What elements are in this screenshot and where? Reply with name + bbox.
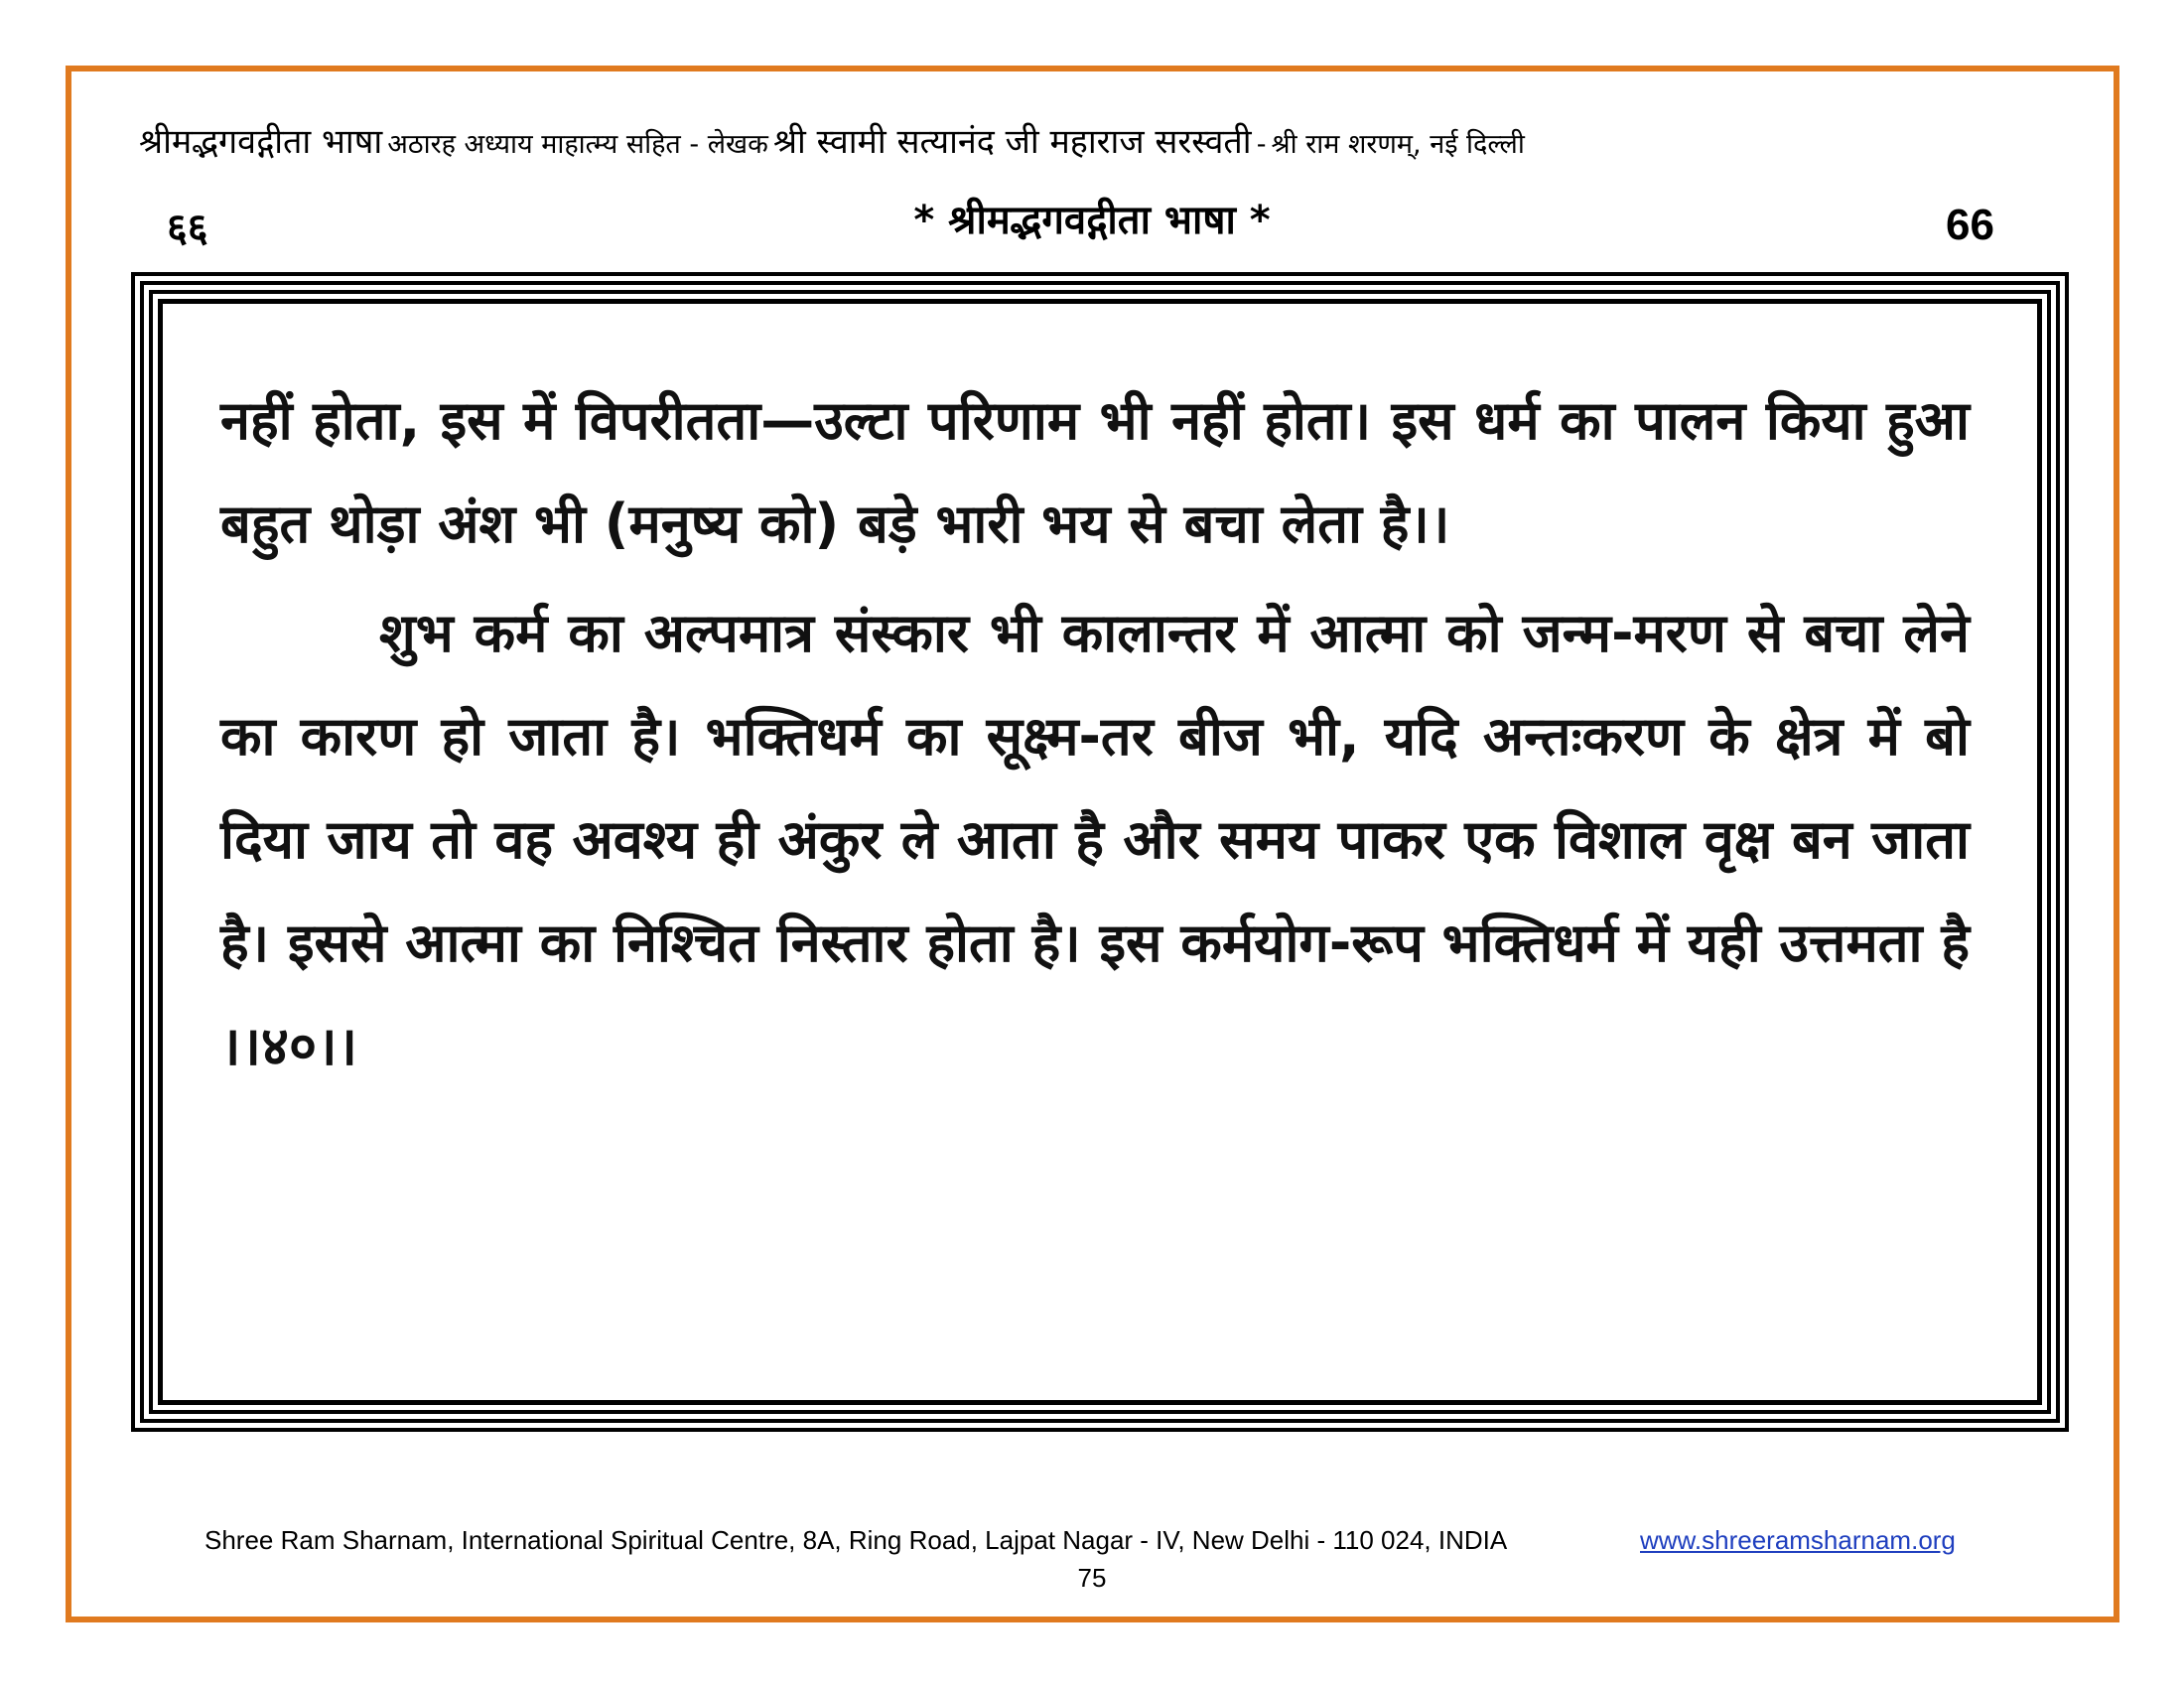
header-separator: - — [1256, 129, 1267, 160]
verse-text — [220, 369, 1970, 1098]
running-title: * श्रीमद्भगवद्गीता भाषा * — [913, 198, 1271, 243]
header-subtitle: अठारह अध्याय माहात्म्य सहित - लेखक — [387, 129, 768, 160]
paragraph-2: शुभ कर्म का अल्पमात्र संस्कार भी कालान्तर में आत्मा को जन्म-मरण से बचा लेने का कारण हो जाता है। भक्तिधर्म का सूक्ष्म-तर बीज भी, यदि अन्तःकरण के क्षेत्र में बो दिया जाय तो वह अवश्य ही अंकुर ले आता है और समय पाकर एक विशाल वृक्ष बन जाता है। इससे आत्मा का निश्चित निस्तार होता है। इस कर्मयोग-रूप भक्तिधर्म में यही उत्तमता है ।।४०।। — [220, 602, 1970, 1077]
book-title: श्रीमद्भगवद्गीता भाषा — [139, 122, 383, 162]
header-author: श्री स्वामी सत्यानंद जी महाराज सरस्वती — [772, 122, 1252, 162]
page-number-arabic: 66 — [1946, 201, 1994, 249]
footer-page-number: 75 — [1077, 1563, 1107, 1593]
header-line — [139, 117, 2065, 163]
header-publisher: श्री राम शरणम्, नई दिल्ली — [1271, 129, 1525, 160]
footer-address: Shree Ram Sharnam, International Spiritual Centre, 8A, Ring Road, Lajpat Nagar - IV, New Delhi - 110 024, INDIA — [205, 1525, 1508, 1555]
website-link[interactable]: www.shreeramsharnam.org — [1640, 1525, 1956, 1555]
page-number-devanagari: ६६ — [167, 206, 208, 251]
paragraph-1: नहीं होता, इस में विपरीतता—उल्टा परिणाम भी नहीं होता। इस धर्म का पालन किया हुआ बहुत थोड़ा अंश भी (मनुष्य को) बड़े भारी भय से बचा लेता है।। — [220, 389, 1970, 555]
